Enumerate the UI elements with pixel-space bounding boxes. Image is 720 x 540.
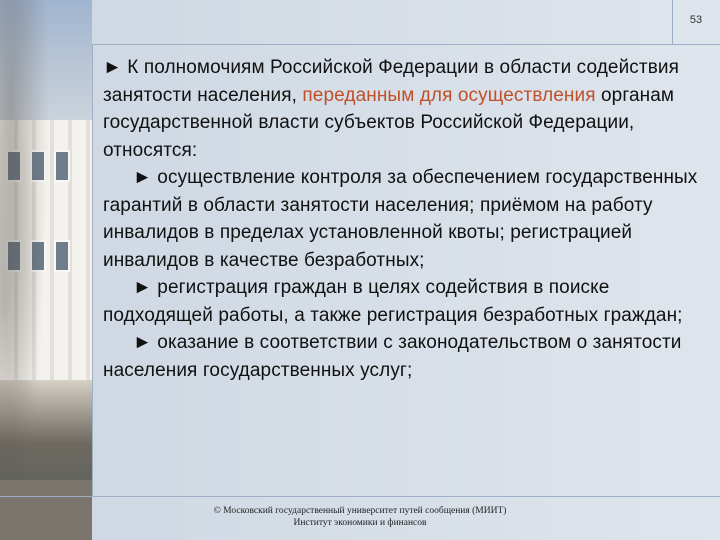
- list-item-text: регистрация граждан в целях содействия в поиске подходящей работы, а также регистрация безработных граждан;: [103, 277, 683, 326]
- frame-line-left: [92, 44, 93, 496]
- tree-branches: [0, 0, 60, 540]
- intro-text-highlight: переданным для осуществления: [302, 84, 596, 106]
- bullet-arrow-icon: ►: [133, 277, 152, 298]
- frame-line-bottom: [0, 496, 720, 497]
- list-item: [103, 329, 703, 384]
- bullet-arrow-icon: ►: [103, 57, 122, 78]
- list-item: [103, 164, 703, 274]
- list-item-text: оказание в соответствии с законодательством о занятости населения государственных услуг;: [103, 332, 682, 381]
- slide-number: 53: [689, 14, 703, 26]
- slide-footer: [0, 505, 720, 529]
- intro-paragraph: [103, 54, 703, 164]
- intro-text-after: органам государственной власти субъектов Российской Федерации, относятся:: [103, 84, 675, 161]
- bullet-arrow-icon: ►: [133, 332, 152, 353]
- footer-institute: Институт экономики и финансов: [293, 518, 427, 528]
- intro-text-before: К полномочиям Российской Федерации в области содействия занятости населения,: [103, 57, 680, 106]
- footer-copyright: © Московский государственный университет путей сообщения (МИИТ): [213, 506, 507, 516]
- building-photo: [0, 0, 92, 540]
- frame-line-top: [92, 44, 720, 45]
- list-item-text: осуществление контроля за обеспечением государственных гарантий в области занятости населения; приёмом на работу инвалидов в пределах установленной квоты; регистрацией инвалидов в качестве безработных;: [103, 167, 698, 271]
- bullet-arrow-icon: ►: [133, 167, 152, 188]
- slide-body: [103, 54, 703, 384]
- list-item: [103, 274, 703, 329]
